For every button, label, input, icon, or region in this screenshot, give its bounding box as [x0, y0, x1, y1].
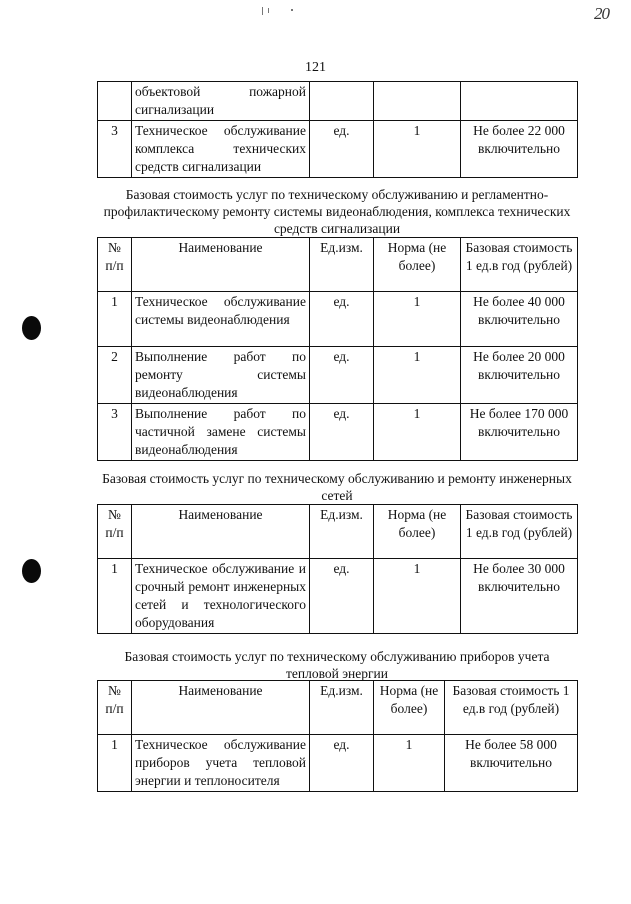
table-row	[98, 292, 578, 347]
cell-norm	[374, 82, 461, 121]
cell-norm: 1	[374, 347, 461, 404]
table-header-row	[98, 505, 578, 559]
punch-hole-bottom	[22, 559, 41, 583]
header-name: Наименование	[132, 505, 310, 559]
punch-hole-top	[22, 316, 41, 340]
table-engineering-networks	[97, 504, 578, 634]
cell-num: 3	[98, 404, 132, 461]
cell-name: Техническое обслуживание комплекса технических средств сигнализации	[132, 121, 310, 178]
table-row	[98, 559, 578, 634]
cell-num: 3	[98, 121, 132, 178]
cell-name: Выполнение работ по ремонту системы видеонаблюдения	[132, 347, 310, 404]
header-unit: Ед.изм.	[310, 681, 374, 735]
cell-norm: 1	[374, 404, 461, 461]
cell-num	[98, 82, 132, 121]
section-caption-engineering: Базовая стоимость услуг по техническому обслуживанию и ремонту инженерных сетей	[102, 471, 572, 503]
cell-norm: 1	[374, 559, 461, 634]
scan-speck	[262, 7, 263, 15]
cell-price: Не более 170 000 включительно	[461, 404, 578, 461]
table-header-row	[98, 681, 578, 735]
page-number: 121	[305, 60, 326, 75]
cell-price: Не более 20 000 включительно	[461, 347, 578, 404]
header-price: Базовая стоимость 1 ед.в год (рублей)	[461, 505, 578, 559]
table-video-surveillance	[97, 237, 578, 461]
header-unit: Ед.изм.	[310, 505, 374, 559]
cell-num: 2	[98, 347, 132, 404]
table-row	[98, 121, 578, 178]
cell-unit: ед.	[310, 292, 374, 347]
header-price: Базовая стоимость 1 ед.в год (рублей)	[461, 238, 578, 292]
cell-num: 1	[98, 559, 132, 634]
header-norm: Норма (не более)	[374, 238, 461, 292]
header-norm: Норма (не более)	[374, 505, 461, 559]
section-caption-heat-meters: Базовая стоимость услуг по техническому обслуживанию приборов учета тепловой энергии	[124, 649, 550, 681]
header-price: Базовая стоимость 1 ед.в год (рублей)	[445, 681, 578, 735]
table-heat-meters	[97, 680, 578, 792]
header-num: № п/п	[98, 681, 132, 735]
cell-price: Не более 58 000 включительно	[445, 735, 578, 792]
cell-unit: ед.	[310, 559, 374, 634]
header-num: № п/п	[98, 505, 132, 559]
table-row	[98, 404, 578, 461]
header-num: № п/п	[98, 238, 132, 292]
cell-unit: ед.	[310, 735, 374, 792]
cell-norm: 1	[374, 121, 461, 178]
cell-name: Техническое обслуживание системы видеонаблюдения	[132, 292, 310, 347]
handwritten-mark: 20	[594, 4, 609, 23]
cell-unit: ед.	[310, 121, 374, 178]
cell-num: 1	[98, 292, 132, 347]
cell-price	[461, 82, 578, 121]
cell-price: Не более 30 000 включительно	[461, 559, 578, 634]
cell-price: Не более 40 000 включительно	[461, 292, 578, 347]
table-header-row	[98, 238, 578, 292]
header-name: Наименование	[132, 681, 310, 735]
table-row	[98, 347, 578, 404]
cell-name: Техническое обслуживание приборов учета тепловой энергии и теплоносителя	[132, 735, 310, 792]
cell-norm: 1	[374, 735, 445, 792]
cell-price: Не более 22 000 включительно	[461, 121, 578, 178]
table-row	[98, 82, 578, 121]
section-caption-video: Базовая стоимость услуг по техническому обслуживанию и регламентно-профилактическому ремонту системы видеонаблюдения, комплекса технических средств сигнализации	[103, 187, 571, 236]
table-row	[98, 735, 578, 792]
cell-norm: 1	[374, 292, 461, 347]
cell-name: Техническое обслуживание и срочный ремонт инженерных сетей и технологического оборудования	[132, 559, 310, 634]
cell-unit: ед.	[310, 404, 374, 461]
scan-speck	[291, 9, 293, 11]
cell-name: объектовой пожарной сигнализации	[132, 82, 310, 121]
cell-unit: ед.	[310, 347, 374, 404]
cell-num: 1	[98, 735, 132, 792]
header-norm: Норма (не более)	[374, 681, 445, 735]
header-name: Наименование	[132, 238, 310, 292]
header-unit: Ед.изм.	[310, 238, 374, 292]
table-fire-alarm-continued	[97, 81, 578, 178]
cell-unit	[310, 82, 374, 121]
cell-name: Выполнение работ по частичной замене системы видеонаблюдения	[132, 404, 310, 461]
scan-speck	[268, 8, 269, 13]
